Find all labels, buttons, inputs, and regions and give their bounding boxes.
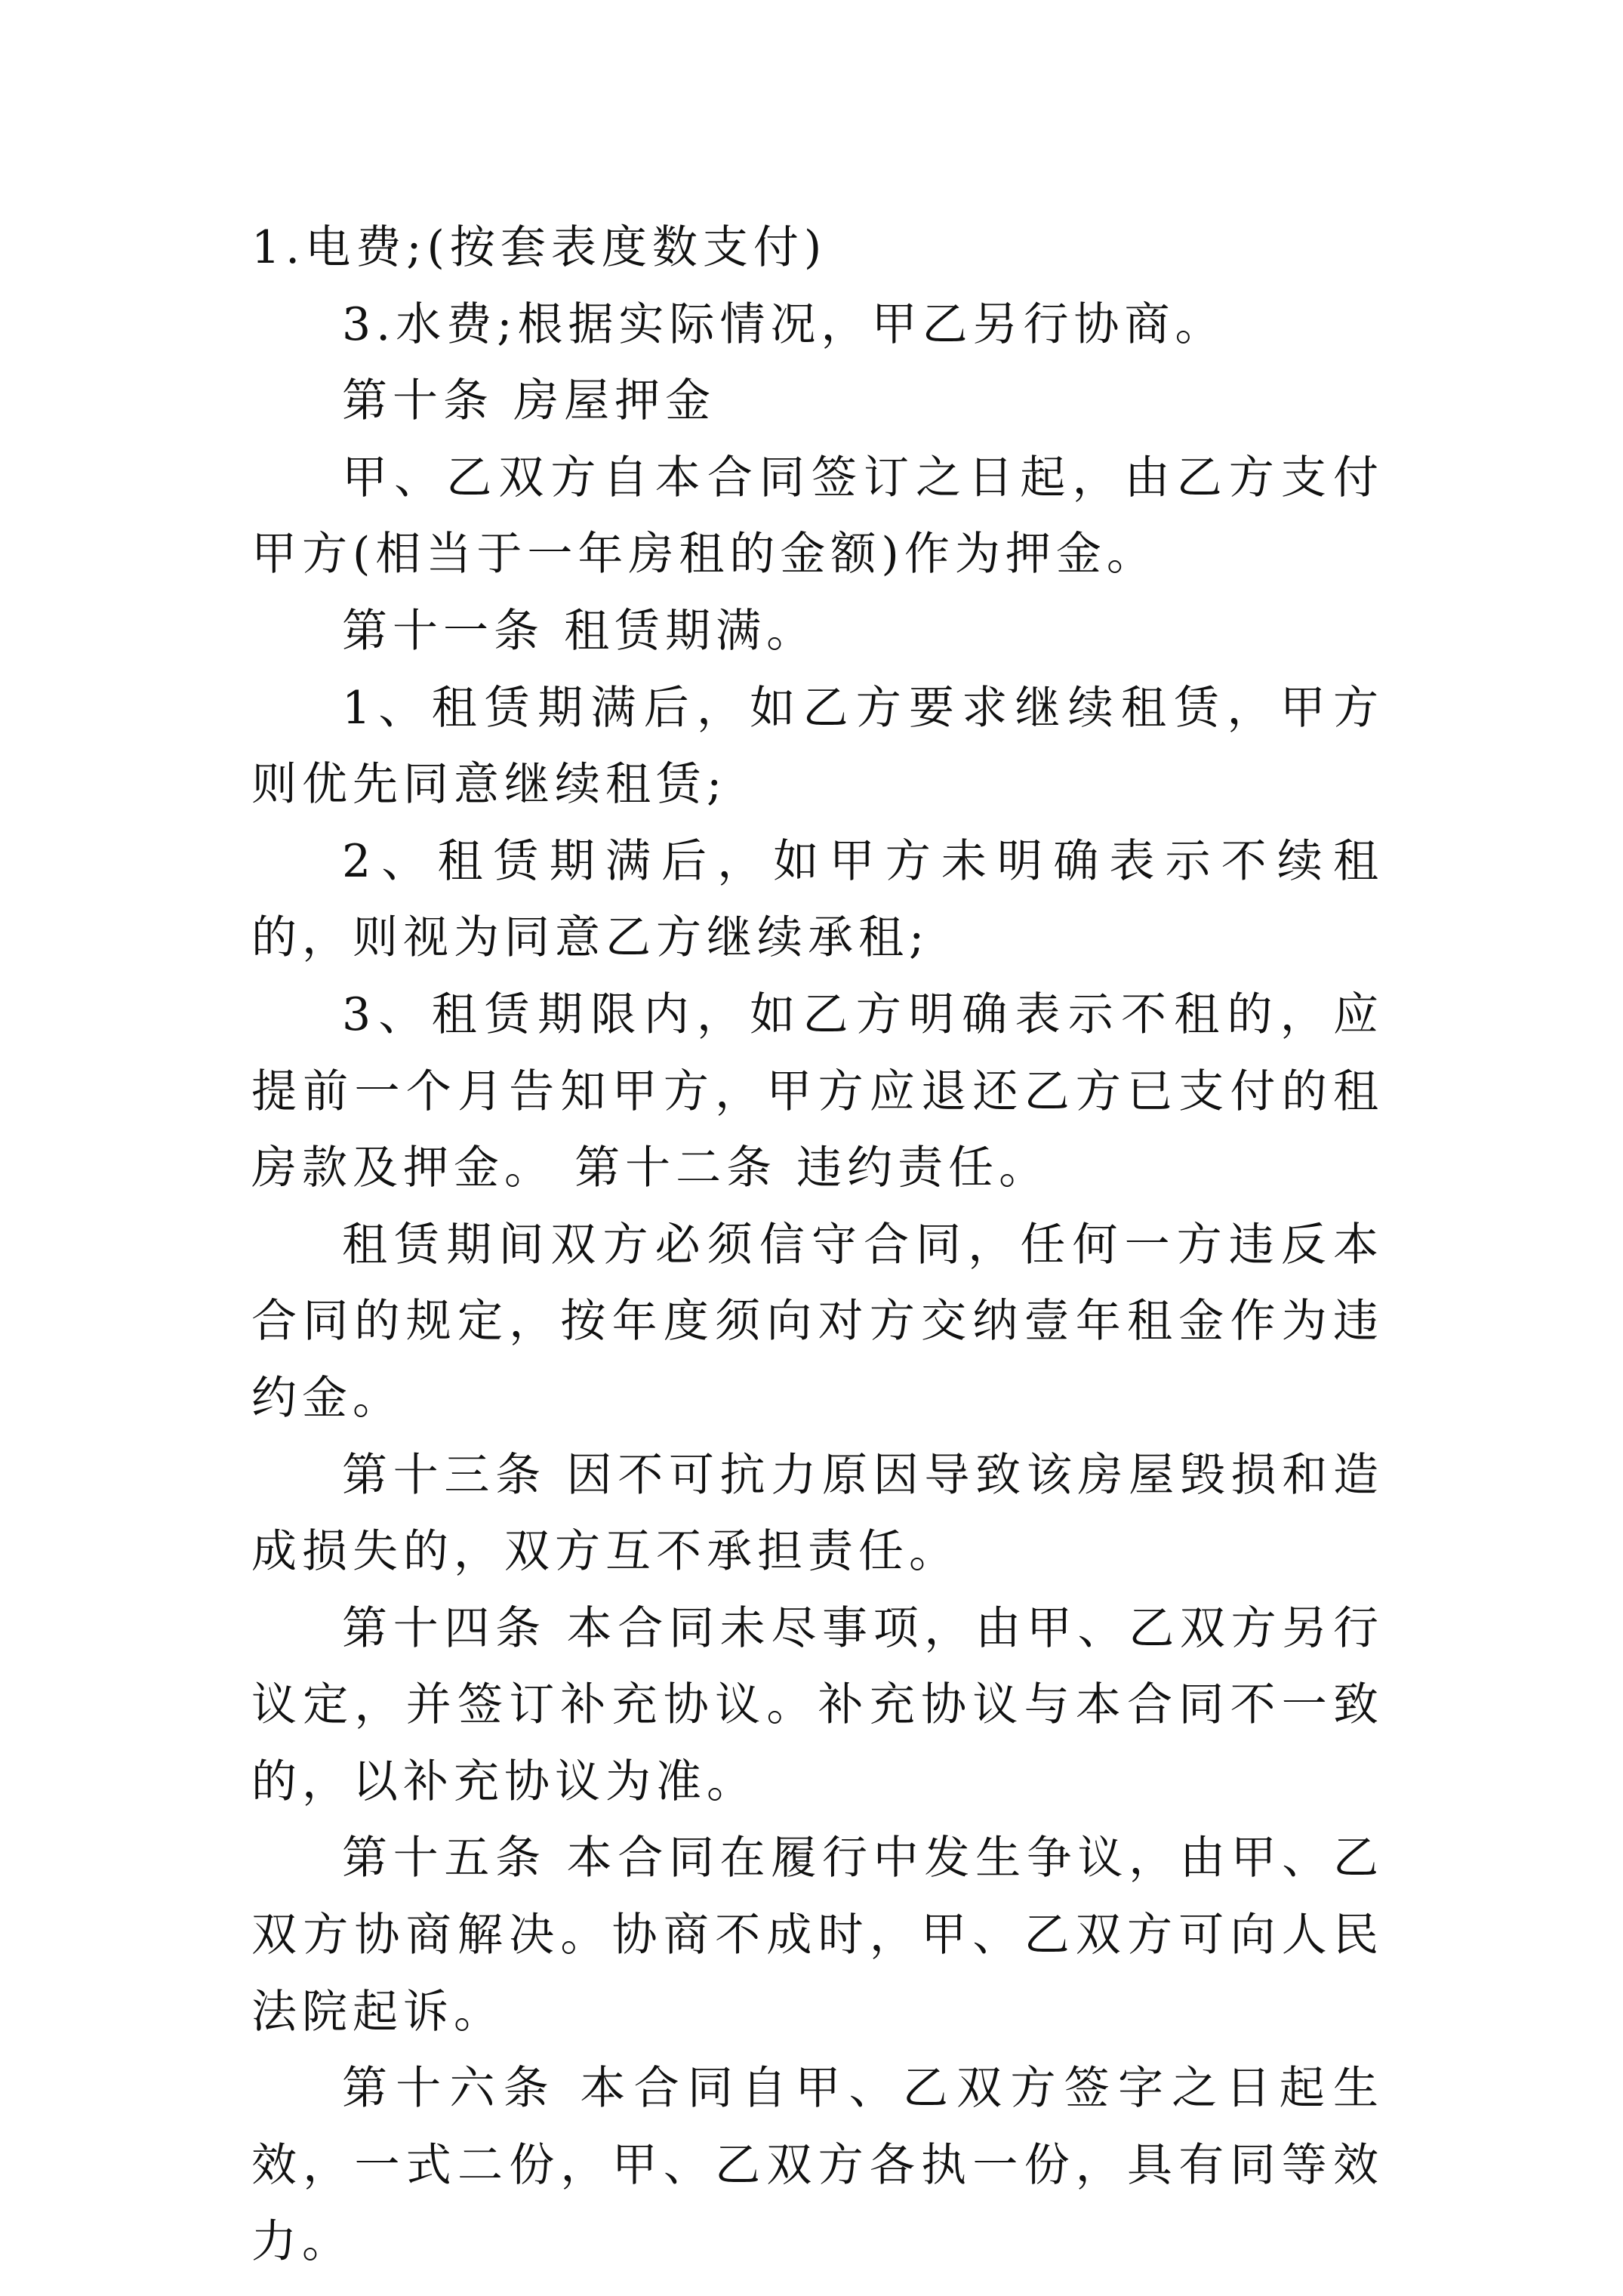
article-12-text: 租赁期间双方必须信守合同，任何一方违反本合同的规定，按年度须向对方交纳壹年租金作为违约金。 xyxy=(251,1218,1384,1425)
article-10-text: 甲、乙双方自本合同签订之日起，由乙方支付甲方(相当于一年房租的金额)作为押金。 xyxy=(251,451,1384,581)
article-15-text: 第十五条 本合同在履行中发生争议，由甲、乙双方协商解决。协商不成时，甲、乙双方可向人民法院起诉。 xyxy=(251,1832,1384,2039)
article-14-text: 第十四条 本合同未尽事项，由甲、乙双方另行议定，并签订补充协议。补充协议与本合同不一致的，以补充协议为准。 xyxy=(251,1601,1384,1808)
article-10-heading: 第十条 房屋押金 xyxy=(342,374,716,428)
article-11-heading: 第十一条 租赁期满。 xyxy=(342,604,818,658)
article-13-text: 第十三条 因不可抗力原因导致该房屋毁损和造成损失的，双方互不承担责任。 xyxy=(251,1448,1384,1579)
article-11-clause-2: 2、租赁期满后，如甲方未明确表示不续租的，则视为同意乙方继续承租; xyxy=(251,834,1384,965)
document-body xyxy=(251,210,1384,2281)
item-electricity-fee: 1.电费;(按套表度数支付) xyxy=(251,221,827,274)
item-water-fee: 3.水费;根据实际情况，甲乙另行协商。 xyxy=(342,297,1226,351)
article-16-text: 第十六条 本合同自甲、乙双方签字之日起生效，一式二份，甲、乙双方各执一份，具有同等效力。 xyxy=(251,2062,1384,2269)
article-11-clause-1: 1、租赁期满后，如乙方要求继续租赁，甲方则优先同意继续租赁; xyxy=(251,681,1384,812)
article-11-clause-3: 3、租赁期限内，如乙方明确表示不租的，应提前一个月告知甲方，甲方应退还乙方已支付的租房款及押金。 第十二条 违约责任。 xyxy=(251,988,1384,1195)
